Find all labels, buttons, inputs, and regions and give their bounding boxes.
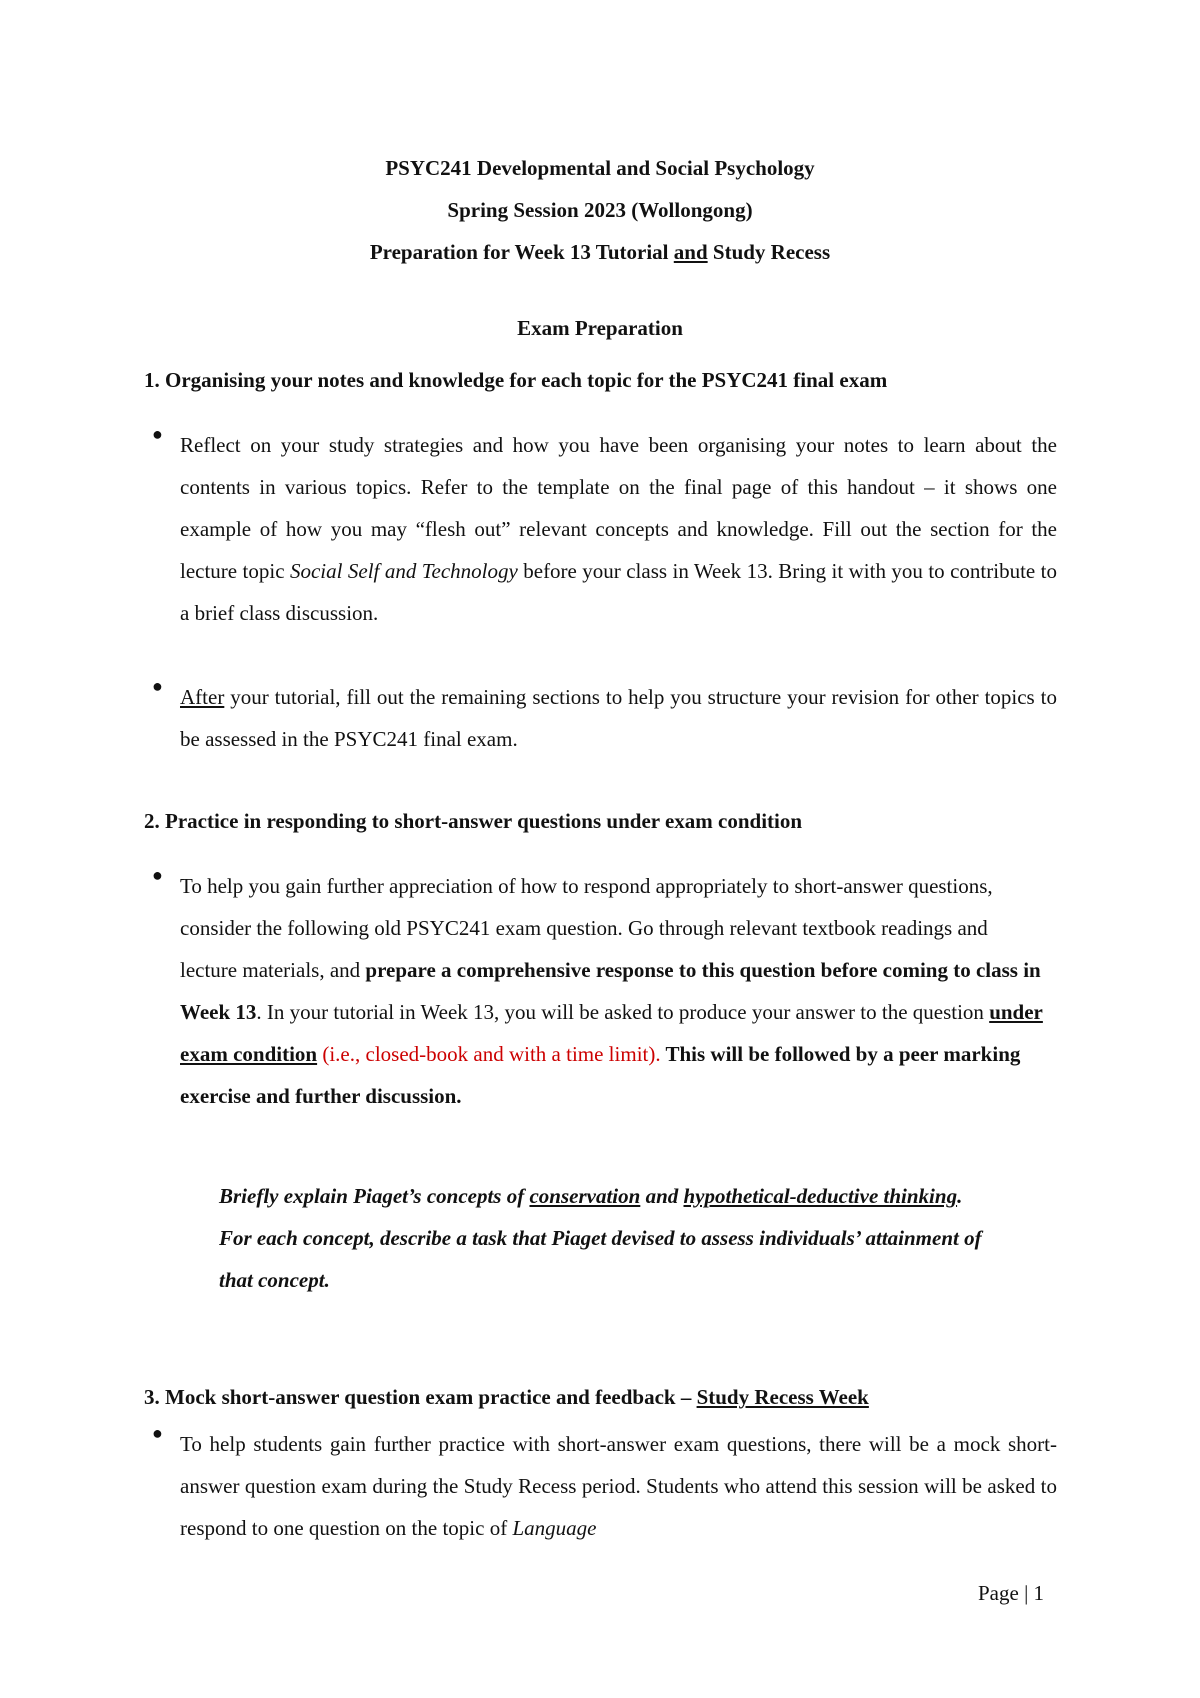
session-title: Spring Session 2023 (Wollongong): [447, 198, 753, 222]
section-2-bullet: ● To help you gain further appreciation of how to respond appropriately to short-answer questions, consider the following old PSYC241 exam question. Go through relevant textbook readings and lecture materials, and prepare a comprehensive response to this question before coming to class in Week 13. In your tutorial in Week 13, you will be asked to produce your answer to the question under exam condition (i.e., closed-book and with a time limit). This will be followed by a peer marking exercise and further discussion.: [152, 865, 1043, 1108]
section-3-bullet: ● To help students gain further practice with short-answer exam questions, there will be a mock short-answer question exam during the Study Recess period. Students who attend this session will be asked to respond to one question on the topic of Language: [152, 1423, 1057, 1540]
bullet-icon: ●: [152, 424, 163, 444]
exam-question: Briefly explain Piaget’s concepts of conservation and hypothetical-deductive thinking. For each concept, describe a task that Piaget devised to assess individuals’ attainment of that concept.: [219, 1184, 982, 1292]
section-1-bullet-1: ● Reflect on your study strategies and how you have been organising your notes to learn about the contents in various topics. Refer to the template on the final page of this handout – it shows one example of how you may “flesh out” relevant concepts and knowledge. Fill out the section for the lecture topic Social Self and Technology before your class in Week 13. Bring it with you to contribute to a brief class discussion.: [152, 424, 1057, 625]
preparation-title: Preparation for Week 13 Tutorial and Study Recess: [369, 240, 831, 264]
section-3-title: 3. Mock short-answer question exam practice and feedback – Study Recess Week: [144, 1385, 869, 1409]
bullet-icon: ●: [152, 1423, 163, 1443]
course-title: PSYC241 Developmental and Social Psychology: [385, 156, 815, 180]
exam-preparation-heading: Exam Preparation: [517, 316, 683, 340]
section-1-bullet-2: ● After your tutorial, fill out the remaining sections to help you structure your revision for other topics to be assessed in the PSYC241 final exam.: [152, 676, 1057, 751]
section-2-title: 2. Practice in responding to short-answer questions under exam condition: [144, 809, 803, 833]
bullet-icon: ●: [152, 865, 163, 885]
document-header: [0, 147, 1200, 273]
bullet-icon: ●: [152, 676, 163, 696]
page-number: Page | 1: [978, 1581, 1045, 1605]
section-1-title: 1. Organising your notes and knowledge for each topic for the PSYC241 final exam: [144, 368, 888, 392]
